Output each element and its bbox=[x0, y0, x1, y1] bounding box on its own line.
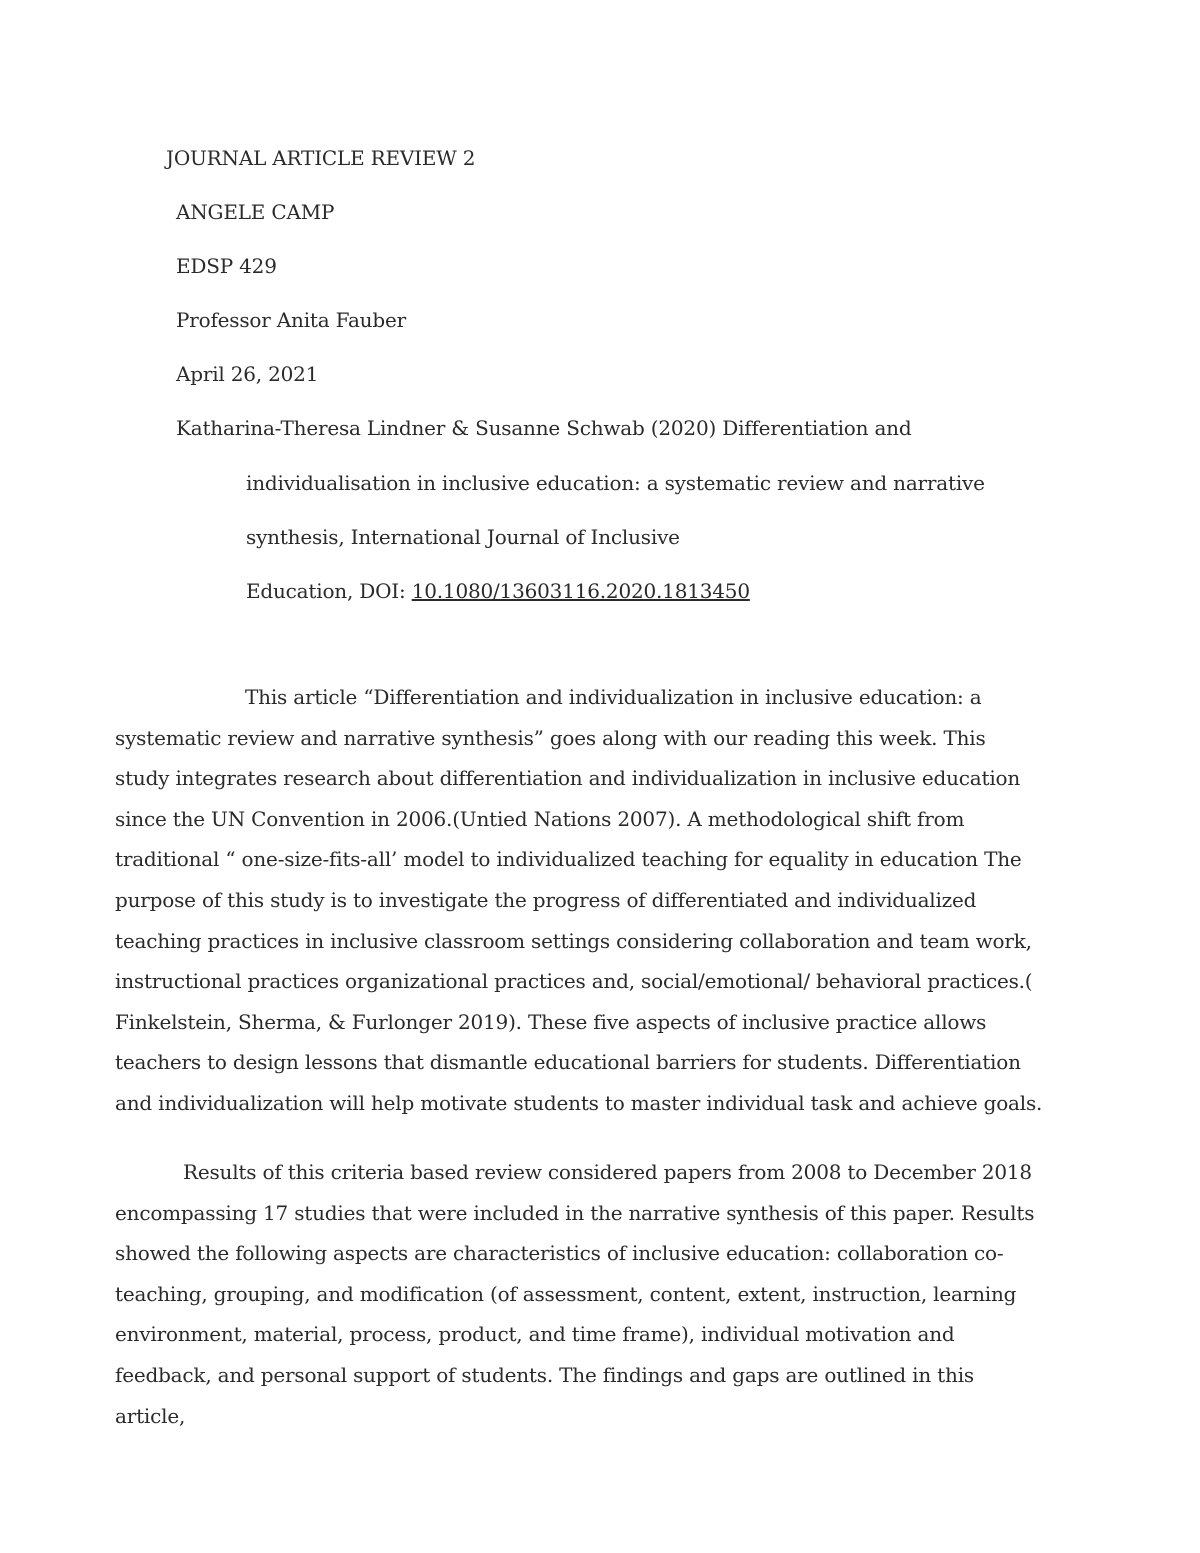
citation-line-1: Katharina-Theresa Lindner & Susanne Schwab (2020) Differentiation and bbox=[176, 416, 912, 440]
paragraph-2-text: Results of this criteria based review considered papers from 2008 to December 2018 encompassing 17 studies that were included in the narrative synthesis of this paper. Results showed the following aspects are characteristics of inclusive education: collaboration co-teaching, grouping, and modification (of assessment, content, extent, instruction, learning environment, material, process, product, and time frame), individual motivation and feedback, and personal support of students. The findings and gaps are outlined in this article, bbox=[115, 1160, 1035, 1428]
body-paragraph-1 bbox=[115, 677, 1045, 1124]
paragraph-1-text: This article “Differentiation and individualization in inclusive education: a systematic review and narrative synthesis” goes along with our reading this week. This study integrates research about differentiation and individualization in inclusive education since the UN Convention in 2006.(Untied Nations 2007). A methodological shift from traditional “ one-size-fits-all’ model to individualized teaching for equality in education The purpose of this study is to investigate the progress of differentiated and individualized teaching practices in inclusive classroom settings considering collaboration and team work, instructional practices organizational practices and, social/emotional/ behavioral practices.( Finkelstein, Sherma, & Furlonger 2019). These five aspects of inclusive practice allows teachers to design lessons that dismantle educational barriers for students. Differentiation and individualization will help motivate students to master individual task and achieve goals. bbox=[115, 685, 1043, 1115]
submission-date: April 26, 2021 bbox=[176, 362, 319, 386]
citation-line-4 bbox=[246, 579, 750, 603]
citation-line-3: synthesis, International Journal of Inclusive bbox=[246, 525, 680, 549]
citation-line-2: individualisation in inclusive education: a systematic review and narrative bbox=[246, 471, 985, 495]
doi-link[interactable]: 10.1080/13603116.2020.1813450 bbox=[411, 579, 750, 603]
running-head: JOURNAL ARTICLE REVIEW 2 bbox=[166, 146, 476, 170]
doi-label: Education, DOI: bbox=[246, 579, 412, 603]
professor-name: Professor Anita Fauber bbox=[176, 308, 406, 332]
course-code: EDSP 429 bbox=[176, 254, 277, 278]
author-name: ANGELE CAMP bbox=[176, 200, 335, 224]
body-paragraph-2 bbox=[115, 1152, 1045, 1436]
